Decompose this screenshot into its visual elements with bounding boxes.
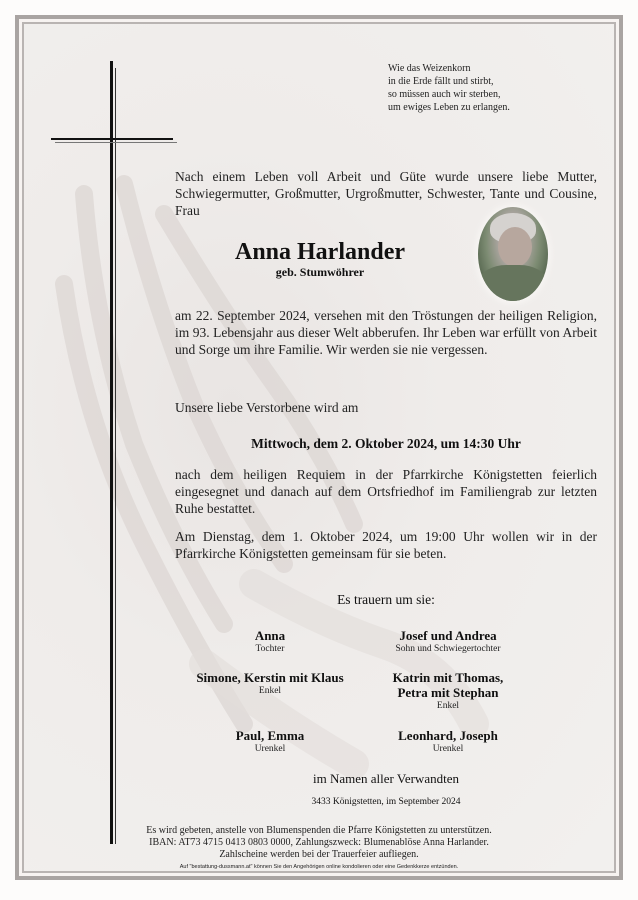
place-date: 3433 Königstetten, im September 2024: [311, 797, 461, 807]
cross-horizontal-shadow: [55, 142, 177, 143]
mourning-heading: Es trauern um sie:: [337, 592, 435, 607]
donation-note: [64, 825, 574, 861]
mourner-relation: Sohn und Schwiegertochter: [395, 644, 501, 654]
online-condolence-note: Auf "bestattung-dussmann.at" können Sie den Angehörigen online kondolieren oder eine Gedenkkerze entzünden.: [179, 864, 459, 870]
obituary-paper: [24, 24, 614, 871]
mourner-names: Josef und Andrea: [399, 628, 497, 643]
poem: [388, 62, 588, 114]
mourner-names: Katrin mit Thomas,: [392, 670, 504, 685]
mourner-names: Leonhard, Joseph: [398, 728, 498, 743]
mourner-names-second-line: Petra mit Stephan: [397, 685, 499, 700]
photo-body: [480, 265, 546, 301]
mourner-entry: [170, 728, 370, 756]
mourner-relation: Tochter: [255, 644, 285, 654]
mourner-entry: [170, 670, 370, 698]
mourner-entry: [348, 670, 548, 713]
prayer-text: Am Dienstag, dem 1. Oktober 2024, um 19:00 Uhr wollen wir in der Pfarrkirche Königstetten gemeinsam für sie beten.: [175, 529, 597, 561]
poem-line: in die Erde fällt und stirbt,: [388, 76, 494, 87]
poem-line: um ewiges Leben zu erlangen.: [388, 102, 510, 113]
death-passage: am 22. September 2024, versehen mit den Tröstungen der heiligen Religion, im 93. Lebensjahr aus dieser Welt abberufen. Ihr Leben war erfüllt von Arbeit und Sorge um ihre Familie. Wir werden sie nie vergessen.: [175, 308, 597, 357]
intro-text: Nach einem Leben voll Arbeit und Güte wurde unsere liebe Mutter, Schwiegermutter, Großmutter, Urgroßmutter, Schwester, Tante und Cousine, Frau: [175, 169, 597, 218]
donation-line: Es wird gebeten, anstelle von Blumenspenden die Pfarre Königstetten zu unterstützen.: [146, 825, 492, 836]
mourner-names: Anna: [254, 628, 286, 643]
mourner-relation: Enkel: [258, 686, 282, 696]
mourner-names: Paul, Emma: [235, 728, 305, 743]
funeral-lead: Unsere liebe Verstorbene wird am: [175, 400, 359, 415]
mourner-relation: Enkel: [436, 701, 460, 711]
mourner-relation: Urenkel: [432, 744, 464, 754]
poem-line: Wie das Weizenkorn: [388, 63, 471, 74]
mourner-entry: [170, 628, 370, 656]
mourner-names: Simone, Kerstin mit Klaus: [196, 670, 344, 685]
cross-vertical-bar: [110, 61, 113, 844]
requiem-text: nach dem heiligen Requiem in der Pfarrkirche Königstetten feierlich eingesegnet und danach auf dem Ortsfriedhof im Familiengrab zur letzten Ruhe bestattet.: [175, 467, 597, 516]
all-relatives: im Namen aller Verwandten: [313, 771, 459, 786]
cross-horizontal-bar: [51, 138, 173, 140]
donation-iban: IBAN: AT73 4715 0413 0803 0000, Zahlungszweck: Blumenablöse Anna Harlander.: [149, 837, 489, 848]
mourner-relation: Urenkel: [254, 744, 286, 754]
birth-name: geb. Stumwöhrer: [275, 265, 365, 279]
mourner-entry: [348, 628, 548, 656]
photo-face: [498, 227, 532, 267]
mourner-entry: [348, 728, 548, 756]
portrait-photo: [478, 207, 548, 301]
donation-line: Zahlscheine werden bei der Trauerfeier aufliegen.: [219, 849, 419, 860]
funeral-date: Mittwoch, dem 2. Oktober 2024, um 14:30 Uhr: [251, 436, 521, 451]
cross-vertical-shadow: [115, 68, 116, 844]
poem-line: so müssen auch wir sterben,: [388, 89, 501, 100]
deceased-name: Anna Harlander: [234, 239, 405, 265]
